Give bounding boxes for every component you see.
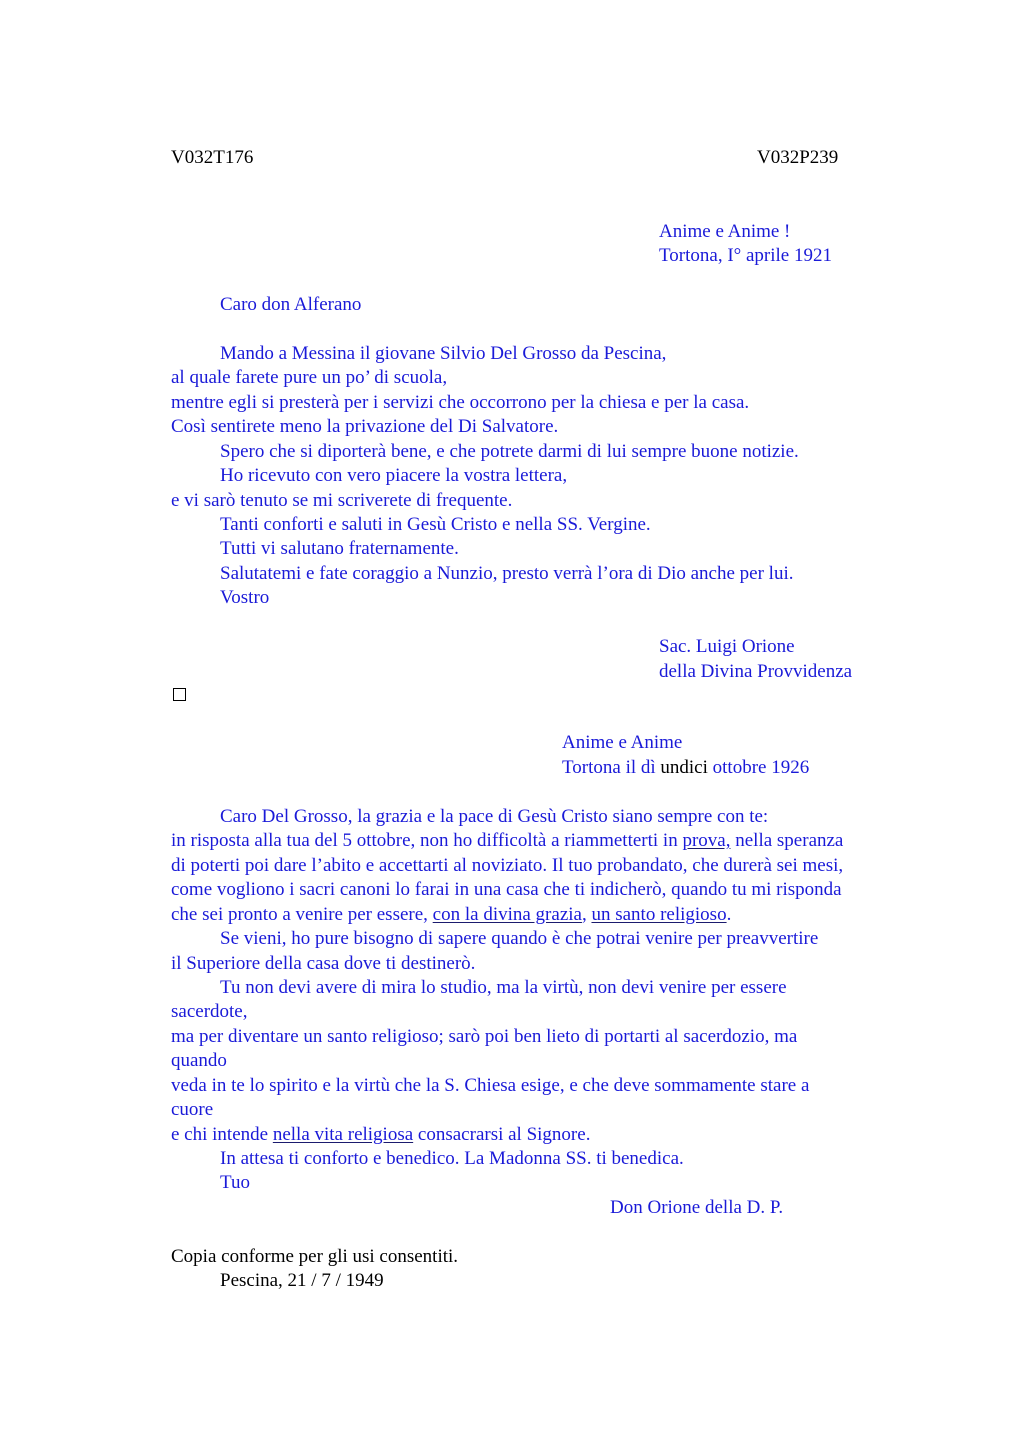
document-code-left: V032T176 bbox=[171, 147, 254, 168]
letter-1-line: al quale farete pure un po’ di scuola, bbox=[171, 367, 448, 388]
empty-square-icon bbox=[173, 688, 186, 701]
certification-place-date: Pescina, 21 / 7 / 1949 bbox=[220, 1270, 384, 1291]
letter-1-salutation: Caro don Alferano bbox=[220, 294, 362, 315]
text-span: , bbox=[581, 904, 592, 925]
underlined-text: nella vita religiosa bbox=[272, 1124, 414, 1145]
letter-1-line: Ho ricevuto con vero piacere la vostra lettera, bbox=[220, 465, 568, 486]
letter-2-line: cuore bbox=[171, 1099, 214, 1120]
letter-1-line: Spero che si diporterà bene, e che potrete darmi di lui sempre buone notizie. bbox=[220, 441, 799, 462]
letter-2-line bbox=[171, 903, 731, 927]
letter-1-signature-title: della Divina Provvidenza bbox=[659, 661, 853, 682]
letter-1-line: Salutatemi e fate coraggio a Nunzio, presto verrà l’ora di Dio anche per lui. bbox=[220, 563, 794, 584]
text-span: che sei pronto a venire per essere, bbox=[171, 904, 433, 925]
place-date-prefix: Tortona il dì bbox=[562, 757, 661, 778]
letter-2-line: quando bbox=[171, 1050, 227, 1071]
letter-2-line bbox=[171, 1123, 590, 1147]
letter-1-place-date: Tortona, I° aprile 1921 bbox=[659, 245, 832, 266]
underlined-text: con la divina grazia bbox=[432, 904, 582, 925]
letter-1-line: Tanti conforti e saluti in Gesù Cristo e nella SS. Vergine. bbox=[220, 514, 651, 535]
text-span: in risposta alla tua del 5 ottobre, non ho difficoltà a riammetterti in bbox=[171, 830, 683, 851]
document-code-right: V032P239 bbox=[757, 147, 839, 168]
letter-1-closing: Vostro bbox=[220, 587, 270, 608]
letter-1-line: e vi sarò tenuto se mi scriverete di frequente. bbox=[171, 490, 513, 511]
certification-text: Copia conforme per gli usi consentiti. bbox=[171, 1246, 459, 1267]
letter-1-line: Tutti vi salutano fraternamente. bbox=[220, 538, 459, 559]
place-date-suffix: ottobre 1926 bbox=[707, 757, 810, 778]
underlined-text: un santo religioso bbox=[591, 904, 727, 925]
text-span: consacrarsi al Signore. bbox=[413, 1124, 591, 1145]
letter-2-place-date bbox=[562, 756, 809, 780]
letter-2-signature: Don Orione della D. P. bbox=[610, 1197, 784, 1218]
underlined-text: prova, bbox=[682, 830, 731, 851]
place-date-day: undici bbox=[660, 757, 708, 778]
letter-2-line: In attesa ti conforto e benedico. La Madonna SS. ti benedica. bbox=[220, 1148, 684, 1169]
letter-2-line: Tu non devi avere di mira lo studio, ma la virtù, non devi venire per essere bbox=[220, 977, 787, 998]
letter-2-line: Se vieni, ho pure bisogno di sapere quando è che potrai venire per preavvertire bbox=[220, 928, 819, 949]
text-span: nella speranza bbox=[730, 830, 844, 851]
text-span: . bbox=[726, 904, 732, 925]
letter-2-salutation: Caro Del Grosso, la grazia e la pace di Gesù Cristo siano sempre con te: bbox=[220, 806, 769, 827]
letter-2-line: ma per diventare un santo religioso; sarò poi ben lieto di portarti al sacerdozio, ma bbox=[171, 1026, 798, 1047]
letter-1-line: Così sentirete meno la privazione del Di Salvatore. bbox=[171, 416, 559, 437]
letter-1-motto: Anime e Anime ! bbox=[659, 221, 791, 242]
letter-2-line: di poterti poi dare l’abito e accettarti al noviziato. Il tuo probandato, che durerà sei mesi, bbox=[171, 855, 844, 876]
letter-2-line bbox=[171, 829, 843, 853]
letter-1-line: Mando a Messina il giovane Silvio Del Grosso da Pescina, bbox=[220, 343, 667, 364]
letter-1-line: mentre egli si presterà per i servizi che occorrono per la chiesa e per la casa. bbox=[171, 392, 750, 413]
letter-2-line: il Superiore della casa dove ti destinerò. bbox=[171, 953, 476, 974]
text-span: e chi intende bbox=[171, 1124, 273, 1145]
letter-2-line: sacerdote, bbox=[171, 1001, 248, 1022]
letter-2-closing: Tuo bbox=[220, 1172, 250, 1193]
letter-2-motto: Anime e Anime bbox=[562, 732, 683, 753]
letter-2-line: come vogliono i sacri canoni lo farai in una casa che ti indicherò, quando tu mi risponda bbox=[171, 879, 842, 900]
letter-1-signature-name: Sac. Luigi Orione bbox=[659, 636, 795, 657]
letter-2-line: veda in te lo spirito e la virtù che la S. Chiesa esige, e che deve sommamente stare a bbox=[171, 1075, 810, 1096]
